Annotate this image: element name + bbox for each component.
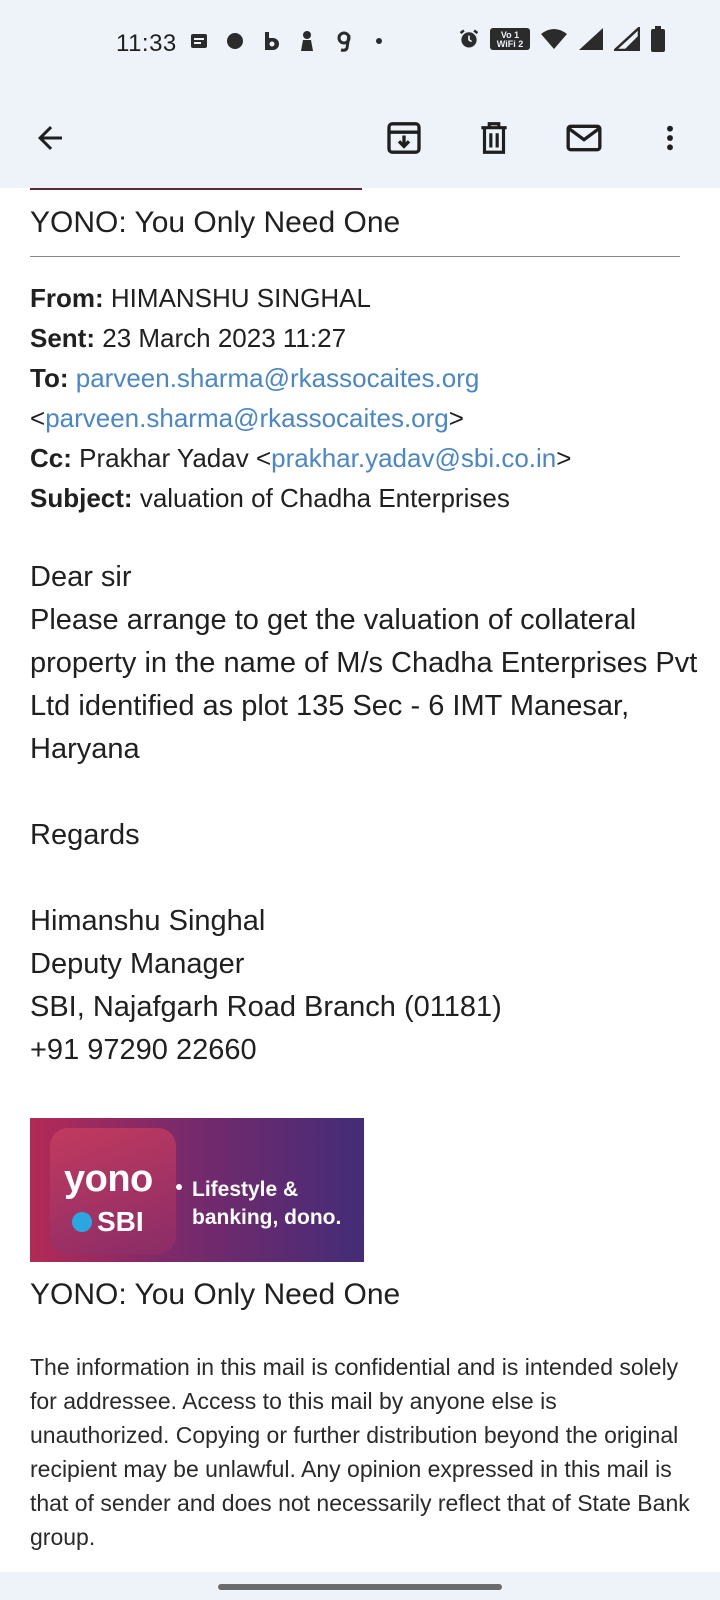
status-left-icons xyxy=(188,30,390,52)
archive-icon xyxy=(384,118,424,158)
banner-tagline xyxy=(192,1176,341,1232)
subject-value: valuation of Chadha Enterprises xyxy=(139,483,510,513)
email-body xyxy=(30,556,700,1072)
signature-branch: SBI, Najafgarh Road Branch (01181) xyxy=(30,991,502,1023)
to-email-link[interactable]: parveen.sharma@rkassocaites.org xyxy=(75,363,480,393)
from-value: HIMANSHU SINGHAL xyxy=(110,283,371,313)
banner-sbi-logo xyxy=(72,1206,144,1238)
home-gesture-handle[interactable] xyxy=(218,1584,502,1590)
regards: Regards xyxy=(30,819,140,851)
banner-yono-text: yono xyxy=(64,1158,153,1200)
banner-sbi-text: SBI xyxy=(97,1206,144,1237)
g-app-icon xyxy=(332,30,354,52)
arrow-back-icon xyxy=(32,120,68,156)
divider xyxy=(30,188,362,190)
sent-value: 23 March 2023 11:27 xyxy=(102,323,347,353)
subject-line xyxy=(30,478,700,518)
yono-banner-image xyxy=(30,1118,364,1262)
footer-heading: YONO: You Only Need One xyxy=(30,1278,401,1311)
dot-icon xyxy=(368,30,390,52)
to-label: To: xyxy=(30,363,69,393)
email-toolbar xyxy=(0,92,720,188)
person-icon xyxy=(296,30,318,52)
battery-icon xyxy=(650,28,666,50)
signature-phone[interactable]: +91 97290 22660 xyxy=(30,1034,257,1066)
alarm-icon xyxy=(458,28,480,50)
more-vert-icon xyxy=(654,120,686,156)
from-line xyxy=(30,278,700,318)
to-email-link-2[interactable]: parveen.sharma@rkassocaites.org xyxy=(45,403,449,433)
banner-tagline-2: banking, dono. xyxy=(192,1206,342,1229)
cc-email-link[interactable]: prakhar.yadav@sbi.co.in xyxy=(271,443,557,473)
back-button[interactable] xyxy=(22,110,78,166)
sbi-logo-icon xyxy=(72,1212,92,1232)
svg-text:Vo 1: Vo 1 xyxy=(500,30,520,40)
cc-label: Cc: xyxy=(30,443,72,473)
status-bar xyxy=(0,0,720,92)
status-right-icons xyxy=(458,28,666,50)
greeting: Dear sir xyxy=(30,561,132,593)
angle-close: > xyxy=(448,403,464,433)
disclaimer-text: The information in this mail is confidential and is intended solely for addressee. Access to this mail by anyone else is unauthorized. Copying or further distribution beyond the original recipient may be unlawful. Any opinion expressed in this mail is that of sender and does not necessarily reflect that of State Bank group. xyxy=(30,1354,690,1550)
mark-unread-button[interactable] xyxy=(556,110,612,166)
signal-icon xyxy=(578,28,604,50)
sent-label: Sent: xyxy=(30,323,95,353)
signal-icon xyxy=(614,28,640,50)
cc-name: Prakhar Yadav < xyxy=(79,443,272,473)
angle-open: < xyxy=(30,403,46,433)
gesture-nav-bar xyxy=(0,1572,720,1600)
archive-button[interactable] xyxy=(376,110,432,166)
mail-icon xyxy=(564,118,604,158)
more-options-button[interactable] xyxy=(642,110,698,166)
banner-tagline-1: Lifestyle & xyxy=(192,1178,299,1201)
email-header-block xyxy=(30,278,700,518)
vowifi-icon xyxy=(490,28,530,50)
to-line xyxy=(30,358,700,398)
body-text: Please arrange to get the valuation of collateral property in the name of M/s Chadha Enterprises Pvt Ltd identified as plot 135 Sec - 6 IMT Manesar, Haryana xyxy=(30,604,698,765)
subject-label: Subject: xyxy=(30,483,133,513)
cc-close: > xyxy=(556,443,572,473)
svg-text:WiFi 2: WiFi 2 xyxy=(496,39,524,49)
signature-title: Deputy Manager xyxy=(30,948,245,980)
banner-dot xyxy=(176,1184,182,1190)
notification-icon xyxy=(224,30,246,52)
from-label: From: xyxy=(30,283,104,313)
b-app-icon xyxy=(260,30,282,52)
quoted-heading: YONO: You Only Need One xyxy=(30,206,401,239)
cc-line xyxy=(30,438,700,478)
message-icon xyxy=(188,30,210,52)
wifi-icon xyxy=(540,28,568,50)
trash-icon xyxy=(475,119,513,157)
to-line-2 xyxy=(30,398,700,438)
signature-name: Himanshu Singhal xyxy=(30,905,266,937)
divider xyxy=(30,256,680,257)
status-time: 11:33 xyxy=(116,30,177,57)
sent-line xyxy=(30,318,700,358)
delete-button[interactable] xyxy=(466,110,522,166)
